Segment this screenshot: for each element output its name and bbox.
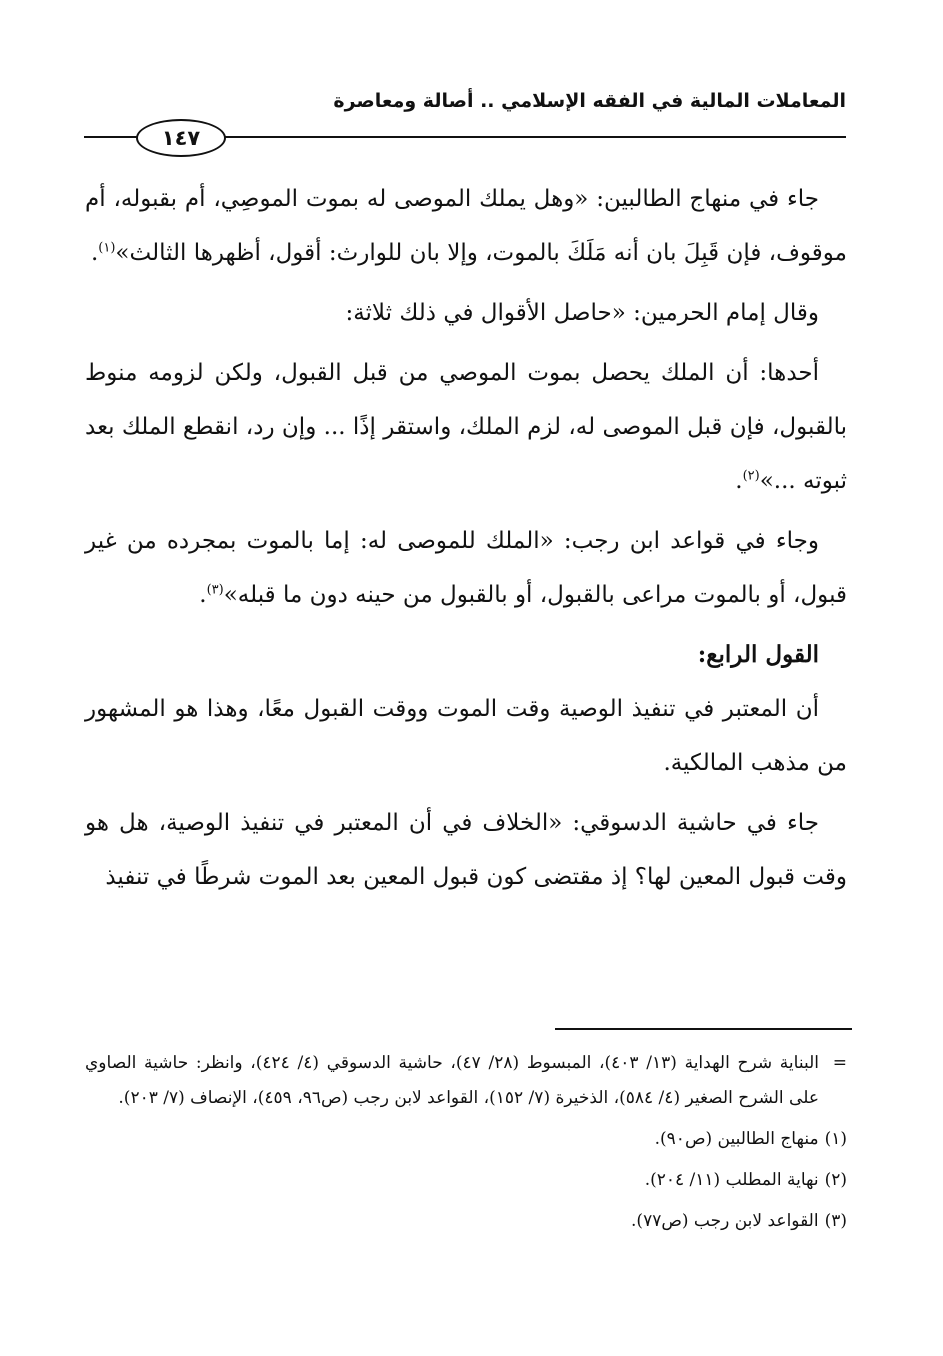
paragraph: أحدها: أن الملك يحصل بموت الموصي من قبل القبول، ولكن لزومه منوط بالقبول، فإن قبل الموصى له، لزم الملك، واستقر إذًا ... وإن رد، انقطع الملك بعد ثبوته ...»$^{(٢)}$.	[85, 360, 847, 494]
paragraph: وقال إمام الحرمين: «حاصل الأقوال في ذلك ثلاثة:	[345, 300, 819, 326]
paragraph: وجاء في قواعد ابن رجب: «الملك للموصى له: إما بالموت بمجرده من غير قبول، أو بالموت مراعى بالقبول، أو بالقبول من حينه دون ما قبله»$^{(٣)}$.	[85, 528, 847, 608]
footnote-separator	[555, 1028, 852, 1030]
footnote: (٢)نهاية المطلب (١١/ ٢٠٤).	[644, 1170, 847, 1190]
running-header-title: المعاملات المالية في الفقه الإسلامي .. أصالة ومعاصرة	[333, 90, 846, 112]
footnote-ref: (٢)	[742, 468, 760, 484]
footnotes	[85, 1046, 847, 1245]
paragraph: جاء في منهاج الطالبين: «وهل يملك الموصى له بموت الموصِي، أم بقبوله، أم موقوف، فإن قَبِلَ بان أنه مَلَكَ بالموت، وإلا بان للوارث: أقول، أظهرها الثالث»$^{(١)}$.	[85, 186, 847, 266]
footnote: (١)منهاج الطالبين (ص٩٠).	[654, 1129, 847, 1149]
footnote-ref: (٣)	[206, 582, 224, 598]
footnote: (٣)القواعد لابن رجب (ص٧٧).	[631, 1211, 847, 1231]
footnote-ref: (١)	[98, 240, 116, 256]
main-text	[85, 172, 847, 910]
footnote-number: (١)	[824, 1129, 847, 1149]
page-number: ١٤٧	[136, 119, 226, 157]
paragraph: جاء في حاشية الدسوقي: «الخلاف في أن المعتبر في تنفيذ الوصية، هل هو وقت قبول المعين لها؟ إذ مقتضى كون قبول المعين بعد الموت شرطًا في تنفيذ	[85, 810, 847, 890]
footnote-number: (٣)	[824, 1211, 847, 1231]
continuation-mark: =	[832, 1053, 847, 1073]
section-heading: القول الرابع:	[697, 641, 819, 668]
footnote-number: (٢)	[824, 1170, 847, 1190]
footnote-continuation: = البناية شرح الهداية (١٣/ ٤٠٣)، المبسوط (٢٨/ ٤٧)، حاشية الدسوقي (٤/ ٤٢٤)، وانظر: حاشية الصاوي على الشرح الصغير (٤/ ٥٨٤)، الذخيرة (٧/ ١٥٢)، القواعد لابن رجب (ص٩٦، ٤٥٩)، الإنصاف (٧/ ٢٠٣).	[85, 1046, 847, 1116]
paragraph: أن المعتبر في تنفيذ الوصية وقت الموت ووقت القبول معًا، وهذا هو المشهور من مذهب المالكية.	[85, 696, 847, 776]
